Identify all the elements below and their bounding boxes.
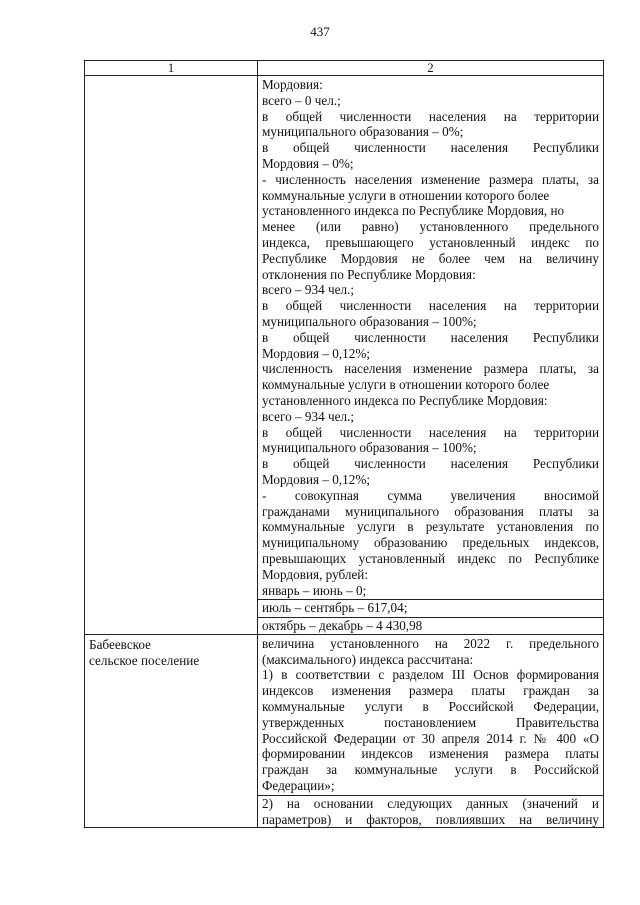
text-line: муниципальному образованию предельных индексов,	[262, 535, 599, 551]
text-line: индексов изменения размера платы граждан за	[262, 683, 599, 699]
text-line: январь – июнь – 0;	[262, 582, 367, 598]
text-line: превышающих установленный индекс по Республике	[262, 550, 599, 566]
document-table	[84, 60, 604, 828]
text-line: Мордовия, рублей:	[262, 566, 369, 582]
text-line: - совокупная сумма увеличения вносимой	[262, 487, 599, 503]
page-number: 437	[310, 24, 330, 39]
municipality-name-line: сельское поселение	[89, 652, 200, 668]
table-row	[85, 634, 604, 828]
column-header-1: 1	[85, 61, 258, 76]
text-line: коммунальные услуги в результате установления по	[262, 519, 599, 535]
text-line: всего – 0 чел.;	[262, 92, 341, 108]
text-line: июль – сентябрь – 617,04;	[262, 600, 408, 616]
text-line: всего – 934 чел.;	[262, 408, 354, 424]
text-line: октябрь – декабрь – 4 430,98	[262, 618, 423, 634]
text-line: менее (или равно) установленного предельного	[262, 219, 599, 235]
description-cell	[258, 76, 604, 635]
text-line: Мордовия – 0%;	[262, 155, 354, 171]
column-header-2: 2	[258, 61, 604, 76]
text-line: граждан за коммунальные услуги в Российской	[262, 762, 599, 778]
text-line: в общей численности населения Республики	[262, 329, 599, 345]
municipality-cell	[85, 76, 258, 635]
text-line: муниципального образования – 0%;	[262, 124, 464, 140]
text-line: 2) на основании следующих данных (значений и	[262, 795, 599, 811]
text-line: формировании индексов изменения размера платы	[262, 746, 599, 762]
text-line: в общей численности населения Республики	[262, 456, 599, 472]
municipality-cell	[85, 634, 258, 828]
text-line: величина установленного на 2022 г. предельного	[262, 635, 599, 651]
text-line: в общей численности населения на территории	[262, 108, 599, 124]
table-row	[85, 76, 604, 635]
text-line: гражданами муниципального образования платы за	[262, 503, 599, 519]
text-line: установленного индекса по Республике Мордовия:	[262, 392, 548, 408]
text-line: Мордовия – 0,12%;	[262, 471, 370, 487]
text-line: утвержденных постановлением Правительства	[262, 714, 599, 730]
text-line: - численность населения изменение размера платы, за	[262, 171, 599, 187]
table-header-row	[85, 61, 604, 76]
text-line: отклонения по Республике Мордовия:	[262, 266, 476, 282]
text-line: индекса, превышающего установленный индекс по	[262, 234, 599, 250]
text-line: коммунальные услуги в отношении которого более	[262, 187, 550, 203]
text-line: коммунальные услуги в Российской Федерации,	[262, 699, 599, 715]
text-line: численность населения изменение размера платы, за	[262, 361, 599, 377]
text-line: в общей численности населения на территории	[262, 424, 599, 440]
text-line: (максимального) индекса рассчитана:	[262, 651, 474, 667]
text-line: установленного индекса по Республике Мордовия, но	[262, 203, 565, 219]
text-line: параметров) и факторов, повлиявших на величину	[262, 811, 599, 827]
text-line: Республике Мордовия не более чем на величину	[262, 250, 599, 266]
text-line: в общей численности населения Республики	[262, 140, 599, 156]
text-line: Мордовия – 0,12%;	[262, 345, 370, 361]
text-line: всего – 934 чел.;	[262, 282, 354, 298]
description-cell	[258, 634, 604, 828]
municipality-name-line: Бабеевское	[89, 636, 152, 652]
text-line: Мордовия:	[262, 77, 323, 92]
text-line: в общей численности населения на территории	[262, 298, 599, 314]
text-line: 1) в соответствии с разделом III Основ формирования	[262, 667, 599, 683]
text-line: коммунальные услуги в отношении которого более	[262, 377, 550, 393]
text-line: Российской Федерации от 30 апреля 2014 г. № 400 «О	[262, 730, 599, 746]
text-line: Федерации»;	[262, 778, 335, 794]
text-line: муниципального образования – 100%;	[262, 440, 477, 456]
text-line: муниципального образования – 100%;	[262, 313, 477, 329]
